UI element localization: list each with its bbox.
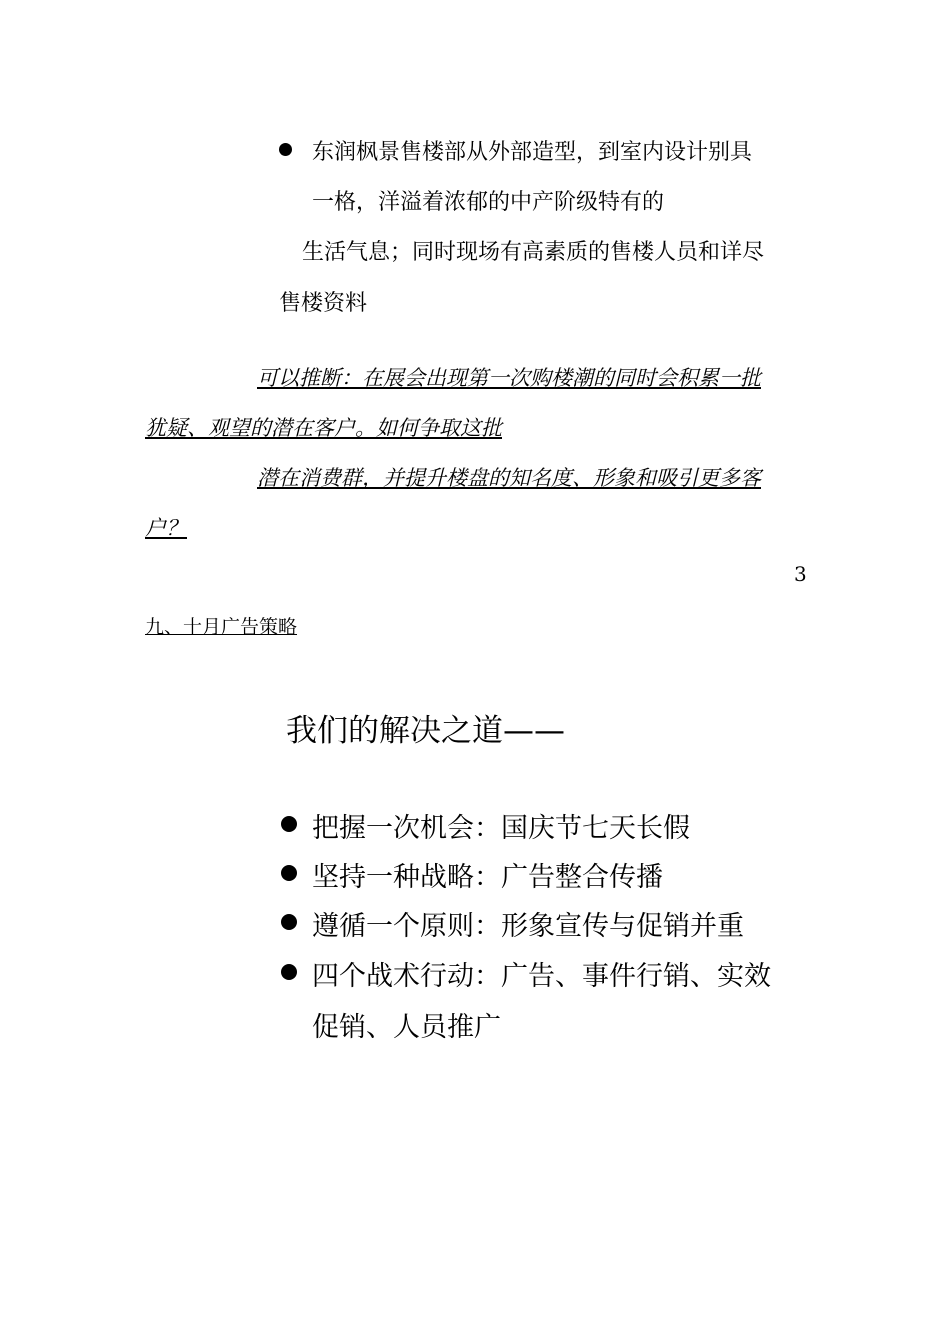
solution-item-2: 坚持一种战略：广告整合传播 (312, 862, 663, 893)
intro-line-1: 东润枫景售楼部从外部造型，到室内设计别具 (312, 140, 753, 165)
solution-title: 我们的解决之道—— (286, 713, 565, 749)
solution-item-1: 把握一次机会：国庆节七天长假 (312, 813, 690, 844)
inference-line-2: 犹疑、观望的潜在客户。如何争取这批 (145, 416, 502, 440)
solution-item-3: 遵循一个原则：形象宣传与促销并重 (312, 911, 744, 942)
inference-line-4: 户？ (145, 516, 187, 540)
bullet-icon (281, 914, 297, 930)
intro-line-4: 售楼资料 (279, 291, 368, 316)
intro-line-2: 一格，洋溢着浓郁的中产阶级特有的 (312, 190, 665, 215)
bullet-icon (279, 143, 292, 156)
bullet-icon (281, 816, 297, 832)
inference-line-3: 潜在消费群，并提升楼盘的知名度、形象和吸引更多客 (257, 466, 761, 490)
bullet-icon (281, 865, 297, 881)
solution-item-4: 四个战术行动：广告、事件行销、实效 (312, 961, 771, 992)
intro-line-3: 生活气息；同时现场有高素质的售楼人员和详尽 (302, 240, 765, 265)
inference-line-1: 可以推断：在展会出现第一次购楼潮的同时会积累一批 (257, 366, 761, 390)
solution-item-4-continued: 促销、人员推广 (312, 1012, 501, 1043)
bullet-icon (281, 964, 297, 980)
page-number: 3 (794, 562, 807, 586)
section-heading: 九、十月广告策略 (145, 616, 298, 638)
